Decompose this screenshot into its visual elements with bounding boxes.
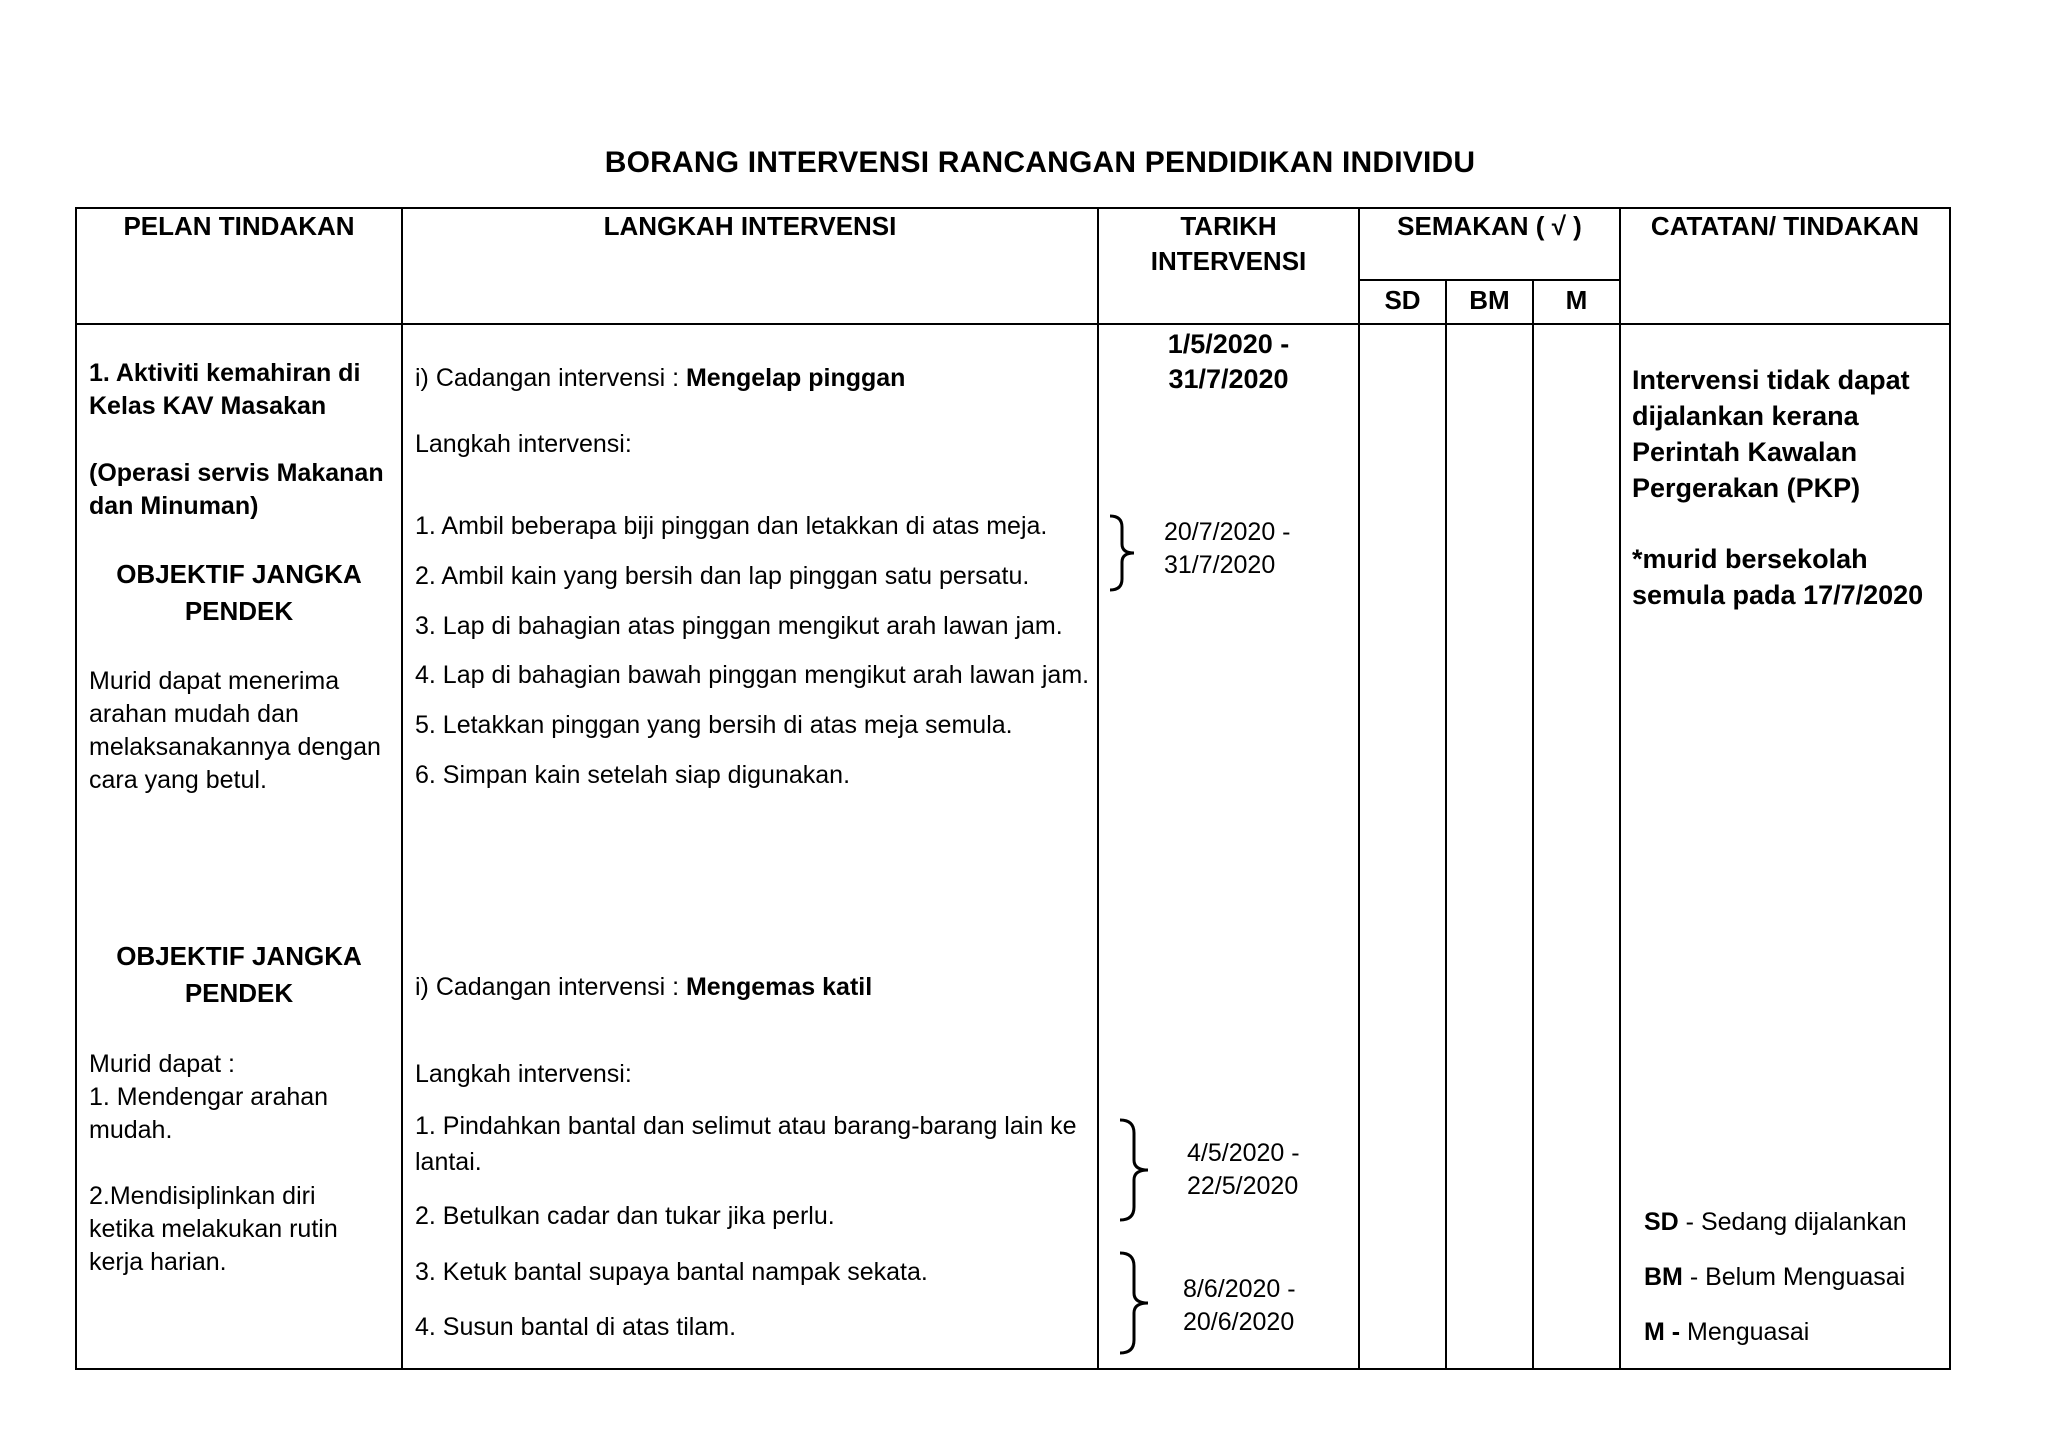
page-title: BORANG INTERVENSI RANCANGAN PENDIDIKAN INDIVIDU bbox=[604, 146, 1476, 179]
note-line-2: dijalankan kerana bbox=[1632, 401, 1859, 431]
objective-1-heading-2: PENDEK bbox=[184, 596, 294, 626]
objective-2-desc-1: Murid dapat : bbox=[89, 1050, 235, 1078]
intervention-2-step: 2. Betulkan cadar dan tukar jika perlu. bbox=[415, 1202, 835, 1230]
note-line-1: Intervensi tidak dapat bbox=[1632, 365, 1910, 395]
intervention-2-name: Mengemas katil bbox=[685, 973, 873, 1001]
legend-sd-value: - Sedang dijalankan bbox=[1678, 1208, 1907, 1236]
objective-2-desc-5: ketika melakukan rutin bbox=[89, 1215, 338, 1243]
note-line-6: semula pada 17/7/2020 bbox=[1632, 580, 1924, 610]
intervention-1-step: 5. Letakkan pinggan yang bersih di atas meja semula. bbox=[415, 711, 1013, 739]
date-range-3-end: 20/6/2020 bbox=[1183, 1308, 1295, 1336]
intervention-2-step: 4. Susun bantal di atas tilam. bbox=[415, 1313, 737, 1341]
intervention-2-step: lantai. bbox=[415, 1148, 482, 1176]
intervention-2-prefix: i) Cadangan intervensi : bbox=[415, 973, 686, 1001]
date-range-1-start: 20/7/2020 - bbox=[1164, 518, 1291, 546]
objective-2-heading-1: OBJEKTIF JANGKA bbox=[116, 941, 362, 971]
operasi-line-2: dan Minuman) bbox=[89, 492, 259, 520]
date-range-2-start: 4/5/2020 - bbox=[1187, 1139, 1300, 1167]
legend-bm-key: BM bbox=[1644, 1263, 1683, 1291]
intervention-2-title bbox=[415, 971, 872, 1004]
intervention-1-label: Langkah intervensi: bbox=[415, 430, 632, 458]
note-line-5: *murid bersekolah bbox=[1632, 544, 1868, 574]
header-catatan: CATATAN/ TINDAKAN bbox=[1650, 211, 1920, 241]
header-m: M bbox=[1565, 285, 1588, 315]
brace-bracket-3 bbox=[1118, 1250, 1152, 1356]
intervention-1-name: Mengelap pinggan bbox=[685, 364, 906, 392]
date-range-3-start: 8/6/2020 - bbox=[1183, 1275, 1296, 1303]
table-border-bottom bbox=[75, 1368, 1951, 1370]
legend-bm-value: - Belum Menguasai bbox=[1682, 1263, 1906, 1291]
intervention-1-title bbox=[415, 362, 905, 395]
legend-bm bbox=[1644, 1261, 1905, 1294]
note-line-4: Pergerakan (PKP) bbox=[1632, 473, 1861, 503]
col-line-4 bbox=[1619, 207, 1621, 1370]
legend-m bbox=[1644, 1316, 1809, 1349]
col-line-1 bbox=[401, 207, 403, 1370]
brace-bracket-2 bbox=[1118, 1117, 1152, 1223]
date-main-start: 1/5/2020 - bbox=[1167, 329, 1290, 359]
objective-2-desc-2: 1. Mendengar arahan bbox=[89, 1083, 329, 1111]
intervention-1-step: 3. Lap di bahagian atas pinggan mengikut arah lawan jam. bbox=[415, 612, 1063, 640]
activity-line-2: Kelas KAV Masakan bbox=[89, 392, 327, 420]
date-main-end: 31/7/2020 bbox=[1168, 364, 1289, 394]
col-line-0 bbox=[75, 207, 77, 1370]
objective-2-desc-3: mudah. bbox=[89, 1116, 173, 1144]
header-pelan-tindakan: PELAN TINDAKAN bbox=[123, 211, 355, 241]
intervention-2-label: Langkah intervensi: bbox=[415, 1060, 632, 1088]
intervention-1-prefix: i) Cadangan intervensi : bbox=[415, 364, 686, 392]
objective-1-desc-1: Murid dapat menerima bbox=[89, 667, 340, 695]
legend-sd-key: SD bbox=[1644, 1208, 1679, 1236]
objective-1-desc-2: arahan mudah dan bbox=[89, 700, 299, 728]
brace-bracket-1 bbox=[1108, 513, 1138, 593]
col-line-sd bbox=[1445, 279, 1447, 1370]
legend-sd bbox=[1644, 1206, 1907, 1239]
objective-2-desc-6: kerja harian. bbox=[89, 1248, 227, 1276]
intervention-1-step: 2. Ambil kain yang bersih dan lap pinggan satu persatu. bbox=[415, 562, 1030, 590]
header-langkah-intervensi: LANGKAH INTERVENSI bbox=[603, 211, 897, 241]
col-line-bm bbox=[1532, 279, 1534, 1370]
header-tarikh: TARIKH bbox=[1180, 211, 1277, 241]
intervention-2-step: 3. Ketuk bantal supaya bantal nampak sekata. bbox=[415, 1258, 928, 1286]
legend-m-value: Menguasai bbox=[1680, 1318, 1810, 1346]
intervention-1-step: 4. Lap di bahagian bawah pinggan mengikut arah lawan jam. bbox=[415, 661, 1090, 689]
intervention-1-step: 1. Ambil beberapa biji pinggan dan letakkan di atas meja. bbox=[415, 512, 1048, 540]
header-bm: BM bbox=[1469, 285, 1510, 315]
table-header-bottom bbox=[75, 323, 1951, 325]
objective-1-desc-3: melaksanakannya dengan bbox=[89, 733, 381, 761]
header-semakan: SEMAKAN ( √ ) bbox=[1397, 211, 1582, 241]
objective-1-desc-4: cara yang betul. bbox=[89, 766, 267, 794]
col-line-3 bbox=[1358, 207, 1360, 1370]
date-range-1-end: 31/7/2020 bbox=[1164, 551, 1276, 579]
objective-1-heading-1: OBJEKTIF JANGKA bbox=[116, 559, 362, 589]
header-intervensi: INTERVENSI bbox=[1150, 246, 1307, 276]
activity-line-1: 1. Aktiviti kemahiran di bbox=[89, 359, 361, 387]
note-line-3: Perintah Kawalan bbox=[1632, 437, 1858, 467]
col-line-5 bbox=[1949, 207, 1951, 1370]
semakan-divider bbox=[1358, 279, 1620, 281]
intervention-2-step: 1. Pindahkan bantal dan selimut atau barang-barang lain ke bbox=[415, 1112, 1077, 1140]
date-range-2-end: 22/5/2020 bbox=[1187, 1172, 1299, 1200]
legend-m-key: M - bbox=[1644, 1318, 1681, 1346]
objective-2-heading-2: PENDEK bbox=[184, 978, 294, 1008]
operasi-line-1: (Operasi servis Makanan bbox=[89, 459, 384, 487]
objective-2-desc-4: 2.Mendisiplinkan diri bbox=[89, 1182, 316, 1210]
header-sd: SD bbox=[1384, 285, 1421, 315]
intervention-1-step: 6. Simpan kain setelah siap digunakan. bbox=[415, 761, 851, 789]
